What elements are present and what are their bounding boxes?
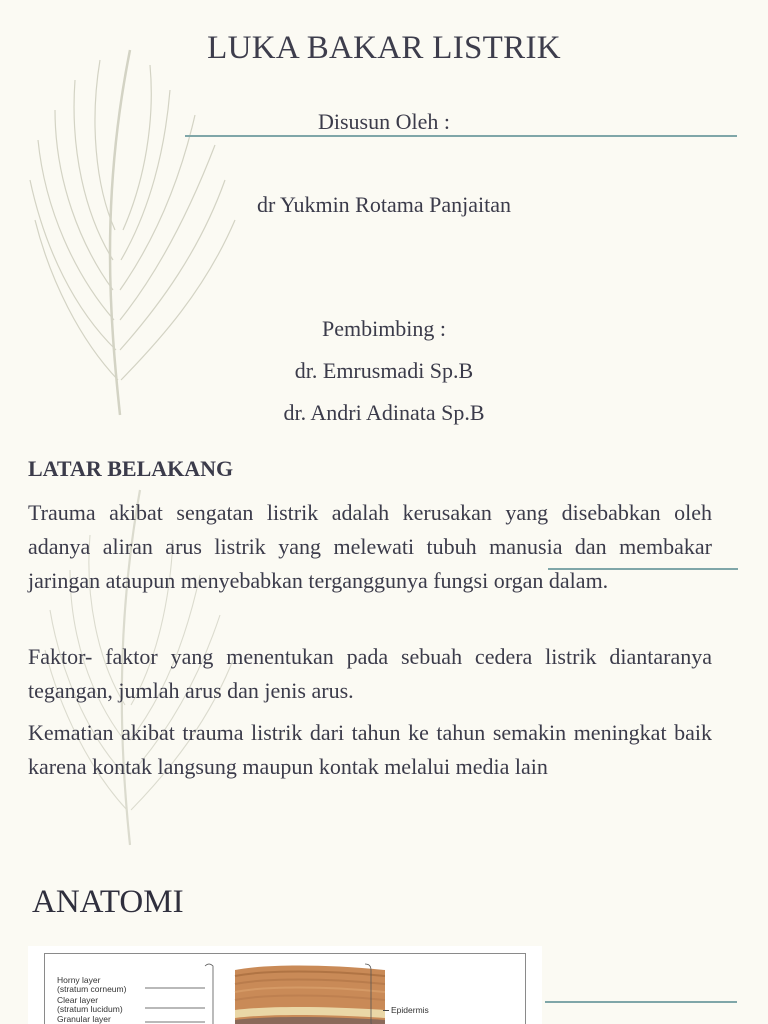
paragraph: Kematian akibat trauma listrik dari tahun ke tahun semakin meningkat baik karena kontak langsung maupun kontak melalui media lain xyxy=(28,720,712,779)
section-heading-anatomy: ANATOMI xyxy=(32,884,184,920)
supervisor-name: dr. Emrusmadi Sp.B xyxy=(294,358,474,383)
figure-label-granular: Granular layer xyxy=(57,1014,111,1024)
paragraph: Trauma akibat sengatan listrik adalah kerusakan yang disebabkan oleh adanya aliran arus listrik yang melewati tubuh manusia dan membakar jaringan ataupun menyebabkan terganggunya fungsi organ dalam. xyxy=(28,500,712,593)
figure-label-horny: Horny layer (stratum corneum) xyxy=(57,975,127,994)
author-name: dr Yukmin Rotama Panjaitan xyxy=(257,192,511,217)
divider-line-top xyxy=(185,135,737,137)
divider-line-bottom xyxy=(545,1001,737,1003)
supervisor-label: Pembimbing : xyxy=(321,316,447,341)
paragraph: Faktor- faktor yang menentukan pada sebuah cedera listrik diantaranya tegangan, jumlah arus dan jenis arus. xyxy=(28,644,712,703)
section-heading-background: LATAR BELAKANG xyxy=(28,456,234,481)
page-title: LUKA BAKAR LISTRIK xyxy=(207,30,561,66)
compiled-by-label: Disusun Oleh : xyxy=(318,109,450,134)
figure-label-clear: Clear layer (stratum lucidum) xyxy=(57,995,123,1014)
epidermis-bracket xyxy=(363,962,383,1024)
skin-anatomy-figure xyxy=(28,946,542,1024)
supervisor-name: dr. Andri Adinata Sp.B xyxy=(283,400,485,425)
skin-layers-illustration xyxy=(145,962,385,1024)
figure-label-epidermis: Epidermis xyxy=(383,1006,429,1015)
